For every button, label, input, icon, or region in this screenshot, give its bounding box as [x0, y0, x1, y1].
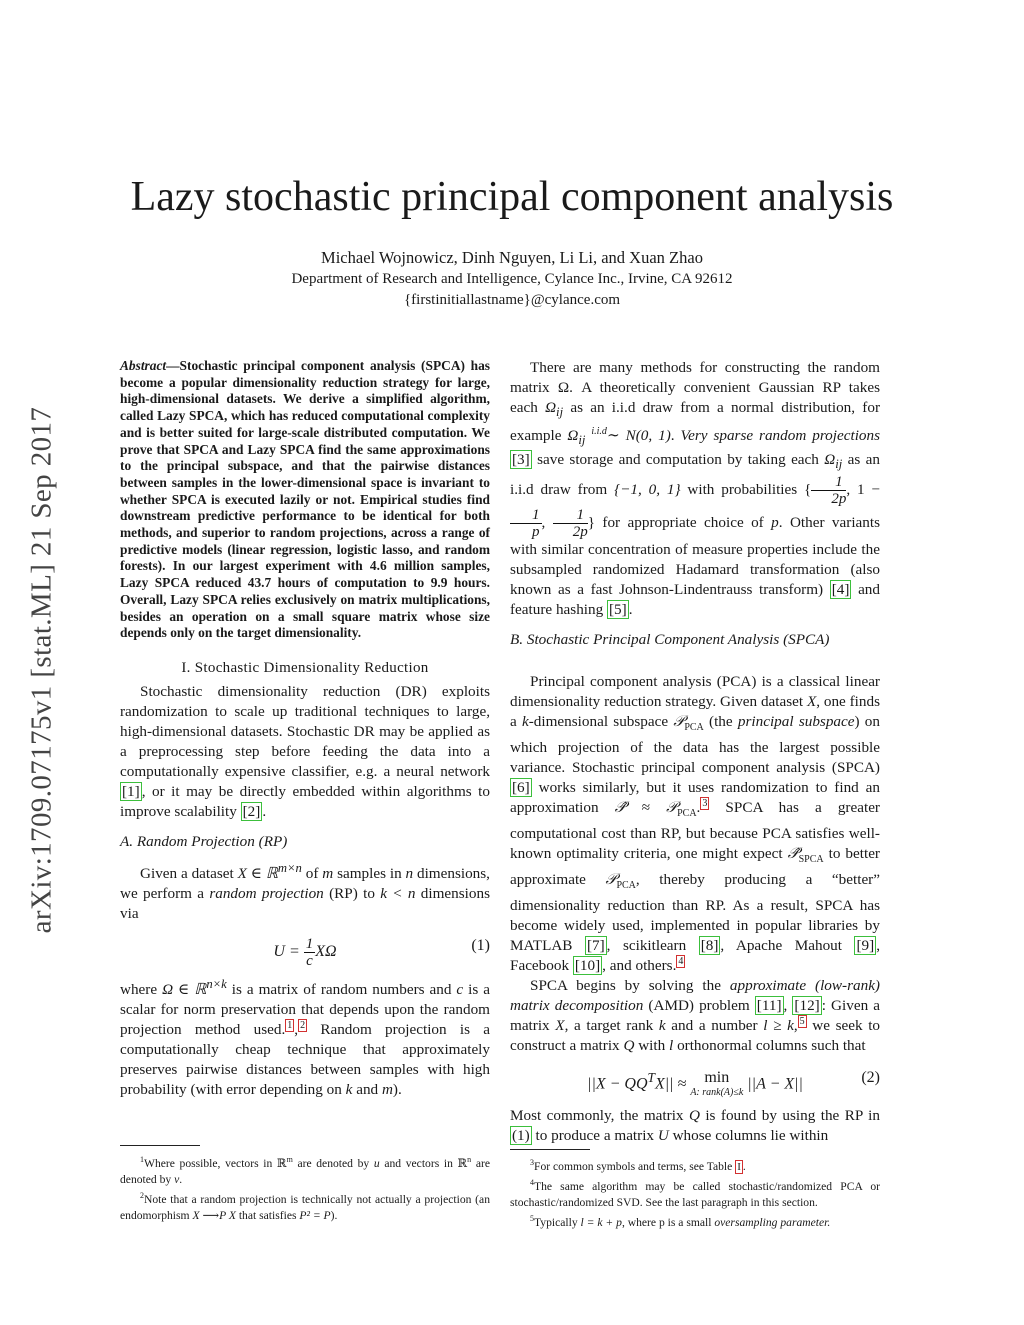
- paragraph-intro: Stochastic dimensionality reduction (DR) exploits randomization to scale up traditional techniques to large, high-dimensional datasets. Stochastic DR may be applied as a preprocessing step before feeding the data into a computationally expensive classifier, e.g. a neural network [1] , or it may be directly embedded within algorithms to improve scalability [2] .: [120, 682, 490, 820]
- footnote-1: $^1$Where possible, vectors in ℝ$^m$ are denoted by u and vectors in ℝ$^n$ are denoted by v.: [120, 1155, 490, 1186]
- citation-link[interactable]: [6]: [512, 779, 530, 797]
- footnote-5: $^5$Typically l = k + p, where p is a small oversampling parameter.: [530, 1213, 831, 1229]
- footnote-rule: [120, 1145, 200, 1146]
- equation-1: U = $\frac{1}{c}$ XΩ (1): [273, 936, 490, 970]
- citation-link[interactable]: [8]: [700, 937, 719, 955]
- footnote-link[interactable]: 3: [702, 798, 708, 810]
- fraction: $\frac{1}{c}$: [305, 936, 314, 970]
- paragraph-rp: Given a dataset X ∈ ℝ$^{m\times n}$ of m samples in n dimensions, we perform a random projection (RP) to k < n dimensions via: [120, 860, 490, 923]
- citation-link[interactable]: [4]: [831, 581, 850, 599]
- section-heading-1: I. Stochastic Dimensionality Reduction: [181, 659, 429, 676]
- paragraph-rp-methods: There are many methods for constructing the random matrix Ω. A theoretically convenient Gaussian RP takes each $\Omega_{ij}$ as an i.i.d draw from a normal distribution, for example $\Omega_{ij}$ $^{i.i.d}$∼ N(0, 1). Very sparse random projections [3] save storage and computation by taking each $\Omega_{ij}$ as an i.i.d draw from {−1, 0, 1} with probabilities { $\frac{1}{2p}$ , 1 − $\frac{1}{p}$ , $\frac{1}{2p}$ } for appropriate choice of p. Other variants with similar concentration of measure properties include the subsampled randomized Hadamard transformation (also known as a fast Johnson-Lindentrauss transform) [4] and feature hashing [5] .: [510, 359, 881, 619]
- equation-link[interactable]: (1): [512, 1127, 530, 1145]
- footnote-link[interactable]: 1: [287, 1020, 293, 1032]
- footnotes-left: [120, 1152, 490, 1224]
- citation-link[interactable]: [10]: [574, 957, 601, 975]
- paper-title: Lazy stochastic principal component analysis: [130, 174, 894, 220]
- abstract: [120, 358, 490, 642]
- citation-link[interactable]: [7]: [586, 937, 605, 955]
- paragraph-amd: SPCA begins by solving the approximate (low-rank) matrix decomposition (AMD) problem [11] , [12] : Given a matrix X, a target rank k and a number l ≥ k, $^5$ we seek to construct a matrix Q with l orthonormal columns such that: [510, 977, 881, 1055]
- citation-link[interactable]: [1]: [122, 782, 140, 800]
- paragraph-spca: Principal component analysis (PCA) is a classical linear dimensionality reduction strategy. Given dataset X, one finds a k-dimensional subspace 𝒫$_{PCA}$ (the principal subspace) on which projection of the data has the largest possible variance. Stochastic principal component analysis (SPCA) [6] works similarly, but it uses randomization to find an approximation 𝒫̂ ≈ 𝒫$_{PCA}$. $^3$ SPCA has a greater computational cost than RP, but because PCA satisfies well-known optimality criteria, one might expect $𝒫̂_{SPCA}$ to better approximate 𝒫$_{PCA}$, thereby producing a “better” dimensionality reduction than RP. As a result, SPCA has become widely used, implemented in popular libraries by MATLAB [7] , scikitlearn [8] , Apache Mahout [9] , Facebook [10] , and others. $^4$: [510, 673, 880, 975]
- footnote-rule: [510, 1149, 590, 1150]
- subsection-heading-a: A. Random Projection (RP): [120, 832, 288, 850]
- footnote-3: $^3$For common symbols and terms, see Table I .: [530, 1158, 746, 1173]
- footnote-link[interactable]: 2: [300, 1020, 306, 1032]
- abstract-label: Abstract: [120, 358, 167, 373]
- equation-2: $||X - QQ^TX||$ ≈ min A: rank(A)≤k ||A − X|| (2): [587, 1069, 880, 1099]
- equation-number: (1): [471, 937, 490, 955]
- arxiv-identifier: arXiv:1709.07175v1 [stat.ML] 21 Sep 2017: [25, 406, 58, 934]
- paragraph-q: Most commonly, the matrix Q is found by using the RP in (1) to produce a matrix U whose columns lie within: [510, 1107, 880, 1145]
- subsection-heading-b: B. Stochastic Principal Component Analysis (SPCA): [510, 631, 830, 649]
- table-link[interactable]: I: [737, 1160, 741, 1173]
- citation-link[interactable]: [12]: [794, 997, 820, 1015]
- citation-link[interactable]: [2]: [242, 802, 261, 820]
- left-column: [120, 358, 490, 1100]
- footnotes-right: [510, 1155, 880, 1231]
- right-column: [510, 358, 880, 1146]
- footnote-link[interactable]: 4: [678, 956, 684, 968]
- citation-link[interactable]: [9]: [856, 937, 875, 955]
- author-list: Michael Wojnowicz, Dinh Nguyen, Li Li, and Xuan Zhao: [321, 248, 703, 267]
- citation-link[interactable]: [11]: [756, 997, 782, 1015]
- affiliation: Department of Research and Intelligence, Cylance Inc., Irvine, CA 92612: [291, 271, 733, 287]
- paragraph-where: where Ω ∈ ℝ$^{n\times k}$ is a matrix of random numbers and c is a scalar for norm preservation that depends upon the random projection method used. $^1$ , $^2$ Random projection is a computationally cheap technique that approximately preserves pairwise distances between samples with high probability (with error depending on k and m).: [120, 977, 490, 1099]
- footnote-4: $^4$The same algorithm may be called stochastic/randomized PCA or stochastic/randomized SVD. See the last paragraph in this section.: [510, 1177, 880, 1209]
- email-pattern: {firstinitiallastname}@cylance.com: [403, 292, 621, 308]
- equation-number: (2): [861, 1069, 880, 1087]
- citation-link[interactable]: [5]: [609, 601, 627, 619]
- abstract-text: —Stochastic principal component analysis (SPCA) has become a popular dimensionality reduction strategy for large, high-dimensional datasets. We derive a simplified algorithm, called Lazy SPCA, which has reduced computational complexity and is better suited for large-scale distributed computation. We prove that SPCA and Lazy SPCA find the same approximations to the principal subspace, and that the pairwise distances between samples in the lower-dimensional space is invariant to whether SPCA is executed lazily or not. Empirical studies find downstream predictive performance to be identical for both methods, and superior to random projections, across a range of predictive models (linear regression, logistic lasso, and random forests). In our largest experiment with 4.6 million samples, Lazy SPCA reduced 43.7 hours of computation to 9.9 hours. Overall, Lazy SPCA relies exclusively on matrix multiplications, besides an operation on a small square matrix whose size depends only on the target dimensionality.: [120, 358, 490, 641]
- footnote-2: $^2$Note that a random projection is technically not actually a projection (an endomorphism X ⟶P X that satisfies P² = P).: [120, 1190, 490, 1222]
- footnote-link[interactable]: 5: [799, 1016, 805, 1028]
- citation-link[interactable]: [3]: [512, 451, 530, 469]
